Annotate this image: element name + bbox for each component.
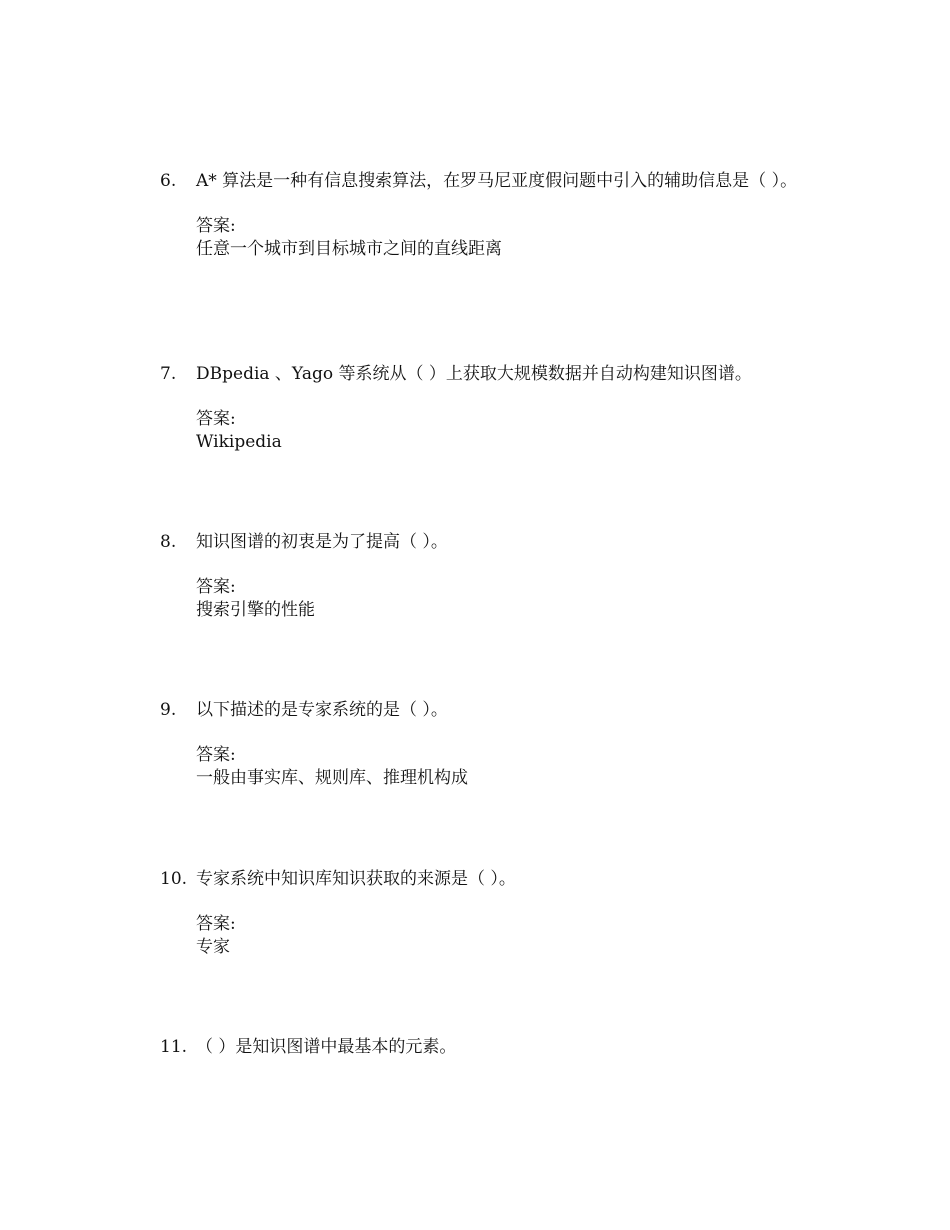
question-text: 专家系统中知识库知识获取的来源是（ ）。 xyxy=(196,869,516,889)
question-number: 6. xyxy=(160,171,177,191)
question-number: 8. xyxy=(160,532,177,552)
question-number: 10. xyxy=(160,869,188,889)
question-9 xyxy=(160,699,820,790)
answer-block xyxy=(196,744,820,790)
question-text: 以下描述的是专家系统的是（ ）。 xyxy=(196,700,448,720)
answer-text: 搜索引擎的性能 xyxy=(196,600,315,620)
answer-label: 答案: xyxy=(196,745,236,765)
answer-label: 答案: xyxy=(196,914,236,934)
answer-text: Wikipedia xyxy=(196,432,282,452)
answer-label: 答案: xyxy=(196,409,236,429)
question-row xyxy=(160,170,820,193)
question-6 xyxy=(160,170,820,261)
question-number: 7. xyxy=(160,364,177,384)
answer-block xyxy=(196,408,820,454)
answer-block xyxy=(196,913,820,959)
answer-block xyxy=(196,215,820,261)
question-text: A* 算法是一种有信息搜索算法，在罗马尼亚度假问题中引入的辅助信息是（ ）。 xyxy=(196,171,798,191)
question-10 xyxy=(160,868,820,959)
answer-text: 专家 xyxy=(196,937,230,957)
question-row xyxy=(160,868,820,891)
question-row xyxy=(160,531,820,554)
answer-block xyxy=(196,576,820,622)
question-11 xyxy=(160,1036,820,1059)
question-text: 知识图谱的初衷是为了提高（ ）。 xyxy=(196,532,448,552)
question-row xyxy=(160,1036,820,1059)
answer-text: 一般由事实库、规则库、推理机构成 xyxy=(196,768,468,788)
question-7 xyxy=(160,363,820,454)
question-row xyxy=(160,363,820,386)
question-text: （ ）是知识图谱中最基本的元素。 xyxy=(196,1037,457,1057)
question-number: 9. xyxy=(160,700,177,720)
question-number: 11. xyxy=(160,1037,188,1057)
answer-label: 答案: xyxy=(196,216,236,236)
question-8 xyxy=(160,531,820,622)
answer-text: 任意一个城市到目标城市之间的直线距离 xyxy=(196,239,502,259)
question-row xyxy=(160,699,820,722)
question-text: DBpedia 、Yago 等系统从（ ）上获取大规模数据并自动构建知识图谱。 xyxy=(196,364,752,384)
answer-label: 答案: xyxy=(196,577,236,597)
